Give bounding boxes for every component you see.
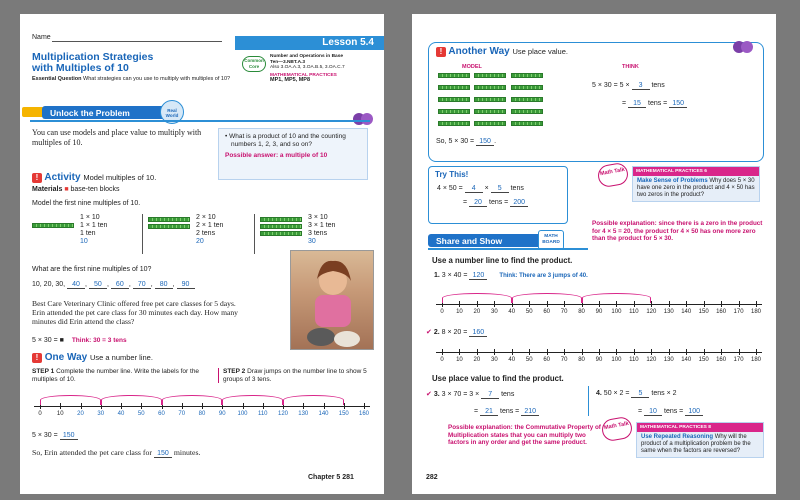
number-line-tick bbox=[494, 349, 495, 355]
mt2-title: Use Repeated Reasoning bbox=[641, 434, 714, 440]
try-answer-4: 200 bbox=[510, 199, 528, 207]
number-line-tick bbox=[721, 349, 722, 355]
check-icon: ✔ bbox=[426, 391, 432, 398]
ten-rod bbox=[260, 231, 302, 236]
p3-tens: tens bbox=[501, 391, 515, 398]
number-line-label: 40 bbox=[508, 357, 516, 363]
multiple-answer: 70 bbox=[133, 281, 151, 289]
number-line-tick bbox=[442, 349, 443, 355]
try-title: Try This! bbox=[435, 170, 469, 179]
number-line-tick bbox=[564, 349, 565, 355]
pv-eq2-mid: tens = bbox=[648, 100, 668, 107]
number-line-label: 100 bbox=[611, 357, 622, 363]
p3-answer-1: 7 bbox=[481, 391, 499, 399]
mp-label: MATHEMATICAL PRACTICES bbox=[270, 72, 337, 78]
group-2-text bbox=[196, 214, 223, 246]
g2-d: 20 bbox=[196, 238, 204, 245]
pv-eq2-pre: = bbox=[622, 100, 627, 107]
number-line-label: 30 bbox=[97, 411, 105, 417]
ten-rod bbox=[260, 217, 302, 222]
p3-eq: 3 × 70 = 3 × bbox=[441, 391, 480, 398]
jump-arc bbox=[512, 293, 582, 303]
p1-eq: 3 × 40 = bbox=[441, 272, 468, 279]
p1-answer: 120 bbox=[469, 272, 487, 280]
number-line-tick bbox=[651, 349, 652, 355]
oneway-title: One Way bbox=[44, 352, 88, 363]
result-sentence bbox=[32, 448, 201, 458]
number-line-label: 70 bbox=[560, 309, 568, 315]
right-page bbox=[412, 14, 776, 494]
number-line-label: 70 bbox=[560, 357, 568, 363]
think-label: THINK bbox=[622, 64, 639, 70]
essential-question bbox=[32, 76, 232, 83]
lesson-banner bbox=[235, 36, 384, 50]
number-line-label: 130 bbox=[663, 309, 674, 315]
number-line-label: 160 bbox=[716, 309, 727, 315]
materials-label: Materials bbox=[32, 186, 63, 193]
jump-arc bbox=[162, 395, 223, 405]
hands-on-icon bbox=[732, 38, 754, 54]
standards-line-3: Also 3.OA.A.3, 3.OA.B.5, 3.OA.C.7 bbox=[270, 65, 345, 71]
eq-text: What strategies can you use to multiply with multiples of 10? bbox=[83, 76, 231, 82]
try-answer-1: 4 bbox=[465, 185, 483, 193]
divider bbox=[142, 214, 143, 254]
jump-arc bbox=[582, 293, 652, 303]
number-line-label: 20 bbox=[473, 357, 481, 363]
ten-rod bbox=[438, 109, 470, 114]
number-line-label: 0 bbox=[440, 309, 444, 315]
number-line-label: 10 bbox=[56, 411, 64, 417]
nl-heading: Use a number line to find the product. bbox=[432, 256, 573, 265]
real-world-text: Real World bbox=[165, 108, 179, 118]
number-line-tick bbox=[756, 349, 757, 355]
eq-label: Essential Question bbox=[32, 76, 82, 82]
math-talk-box-1 bbox=[632, 166, 760, 202]
number-line-tick bbox=[512, 349, 513, 355]
number-line-tick bbox=[459, 349, 460, 355]
ten-rod bbox=[474, 73, 506, 78]
pv-answer-2: 15 bbox=[628, 100, 646, 108]
try-tens: tens bbox=[510, 185, 524, 192]
pv-eq1: 5 × 30 = 5 × bbox=[592, 82, 630, 89]
activity-sub: Model multiples of 10. bbox=[83, 173, 157, 182]
number-line-tick bbox=[739, 349, 740, 355]
mt1-text: Why does 5 × 30 have one zero in the product and 4 × 50 has two zeros in the product? bbox=[637, 178, 755, 198]
number-line-tick bbox=[344, 403, 345, 409]
p4-num: 4. bbox=[596, 390, 602, 397]
another-title: Another Way bbox=[448, 46, 510, 57]
p4-answer-3: 100 bbox=[685, 408, 703, 416]
g3-b: 3 × 1 ten bbox=[308, 222, 336, 229]
number-line-label: 100 bbox=[237, 411, 248, 417]
number-line-label: 60 bbox=[543, 357, 550, 363]
jump-arc bbox=[222, 395, 283, 405]
question-answer: Possible answer: a multiple of 10 bbox=[225, 152, 328, 159]
number-line-label: 60 bbox=[158, 411, 165, 417]
rods-group-1 bbox=[32, 216, 74, 234]
multiple-answer: 50 bbox=[89, 281, 107, 289]
divider bbox=[588, 386, 589, 416]
pv-eq1-end: tens bbox=[651, 82, 665, 89]
p4-answer-1: 5 bbox=[631, 390, 649, 398]
mt1-title: Make Sense of Problems bbox=[637, 178, 708, 184]
number-line-label: 150 bbox=[698, 357, 709, 363]
ten-rod bbox=[511, 97, 543, 102]
p1-think: Think: There are 3 jumps of 40. bbox=[499, 273, 588, 279]
problem-3-line-2 bbox=[474, 408, 539, 416]
p2-answer: 160 bbox=[469, 329, 487, 337]
number-line-tick bbox=[651, 301, 652, 307]
p4-tens2: tens = bbox=[664, 408, 684, 415]
number-line-label: 60 bbox=[543, 309, 550, 315]
p2-eq: 8 × 20 = bbox=[441, 329, 468, 336]
ten-rod bbox=[474, 109, 506, 114]
jump-arc bbox=[283, 395, 344, 405]
number-line-label: 10 bbox=[456, 309, 463, 315]
number-line-label: 50 bbox=[525, 309, 533, 315]
number-line-label: 150 bbox=[338, 411, 349, 417]
number-line-tick bbox=[364, 403, 365, 409]
name-line bbox=[52, 41, 222, 42]
g3-c: 3 tens bbox=[308, 230, 328, 237]
p4-eq: 50 × 2 = bbox=[603, 390, 630, 397]
g3-a: 3 × 10 bbox=[308, 214, 328, 221]
number-line-label: 180 bbox=[750, 309, 761, 315]
math-talk-box-2 bbox=[636, 422, 764, 458]
girl-with-puppies-photo bbox=[290, 250, 374, 350]
number-line-tick bbox=[547, 349, 548, 355]
page-footer-left: Chapter 5 281 bbox=[308, 474, 354, 481]
mp-label-1: MATHEMATICAL PRACTICES 6 bbox=[633, 167, 759, 176]
problem-2 bbox=[426, 328, 487, 337]
step2-text: Draw jumps on the number line to show 5 groups of 3 tens. bbox=[223, 368, 367, 383]
number-line-tick bbox=[721, 301, 722, 307]
problem-4 bbox=[596, 390, 677, 398]
number-line-left bbox=[32, 378, 372, 428]
divider bbox=[254, 214, 255, 254]
number-line-label: 180 bbox=[750, 357, 761, 363]
pv-heading: Use place value to find the product. bbox=[432, 374, 564, 383]
pv-answer-1: 3 bbox=[632, 82, 650, 90]
p4-eq2: = bbox=[638, 408, 643, 415]
p4-mid: tens × 2 bbox=[651, 390, 677, 397]
number-line-label: 110 bbox=[257, 411, 268, 417]
number-line-label: 120 bbox=[277, 411, 288, 417]
try-x: × bbox=[484, 185, 489, 192]
math-talk-bubble-2: Math Talk bbox=[600, 416, 633, 443]
check-icon: ✔ bbox=[426, 329, 432, 336]
g1-d: 10 bbox=[80, 238, 88, 245]
problem-4-line-2 bbox=[638, 408, 703, 416]
section-rule bbox=[428, 248, 588, 250]
ten-rod bbox=[438, 85, 470, 90]
number-line-label: 80 bbox=[578, 357, 585, 363]
pv-answer-3: 150 bbox=[669, 100, 687, 108]
explanation-2: Possible explanation: the Commutative Property of Multiplication states that you can multiply two factors in any order and get the same product. bbox=[448, 424, 601, 447]
number-line-problem-1 bbox=[434, 284, 764, 320]
number-line-label: 0 bbox=[440, 357, 444, 363]
materials bbox=[32, 186, 120, 193]
model-text: Model the first nine multiples of 10. bbox=[32, 200, 141, 207]
number-line-label: 160 bbox=[716, 357, 727, 363]
number-line-tick bbox=[686, 301, 687, 307]
activity-icon: ! bbox=[32, 173, 42, 183]
ten-rod bbox=[474, 85, 506, 90]
name-label: Name bbox=[32, 34, 51, 41]
step2-label: STEP 2 bbox=[223, 368, 246, 375]
step1-label: STEP 1 bbox=[32, 368, 55, 375]
section-rule bbox=[30, 120, 370, 122]
standards-line-2: Ten—3.NBT.A.3 bbox=[270, 59, 306, 65]
multiple-answer: 40 bbox=[67, 281, 85, 289]
question-box bbox=[218, 128, 368, 180]
number-line-problem-2 bbox=[434, 338, 764, 368]
ten-rod bbox=[438, 121, 470, 126]
question-body: What is a product of 10 and the counting numbers 1, 2, 3, and so on? bbox=[229, 133, 346, 148]
try-tens2: tens = bbox=[489, 199, 509, 206]
number-line-tick bbox=[634, 349, 635, 355]
number-line-label: 150 bbox=[698, 309, 709, 315]
activity-heading bbox=[32, 172, 156, 183]
oneway-sub: Use a number line. bbox=[89, 353, 153, 362]
number-line-label: 90 bbox=[595, 309, 603, 315]
ten-rod bbox=[474, 97, 506, 102]
sentence-post: minutes. bbox=[173, 448, 201, 457]
multiple-answer: 60 bbox=[111, 281, 129, 289]
jump-arc bbox=[40, 395, 101, 405]
lesson-title bbox=[32, 52, 153, 74]
number-line-label: 50 bbox=[137, 411, 145, 417]
number-line-tick bbox=[686, 349, 687, 355]
number-line-label: 120 bbox=[646, 357, 657, 363]
number-line-label: 170 bbox=[733, 309, 744, 315]
g1-c: 1 ten bbox=[80, 230, 96, 237]
p3-answer-2: 21 bbox=[480, 408, 498, 416]
key-icon bbox=[22, 107, 44, 117]
another-sub: Use place value. bbox=[512, 47, 568, 56]
ten-rod bbox=[438, 97, 470, 102]
intro-text: You can use models and place value to multiply with multiples of 10. bbox=[32, 128, 202, 147]
problem-1 bbox=[434, 272, 588, 280]
try-eq2: = bbox=[463, 199, 468, 206]
number-line-label: 170 bbox=[733, 357, 744, 363]
number-line-label: 120 bbox=[646, 309, 657, 315]
g3-d: 30 bbox=[308, 238, 316, 245]
number-line-label: 110 bbox=[629, 309, 639, 315]
number-line-tick bbox=[529, 349, 530, 355]
g1-a: 1 × 10 bbox=[80, 214, 100, 221]
try-line-1 bbox=[437, 185, 567, 193]
result-answer: 150 bbox=[60, 432, 78, 440]
model-label: MODEL bbox=[462, 64, 482, 70]
number-line-tick bbox=[616, 349, 617, 355]
number-line-label: 80 bbox=[578, 309, 585, 315]
g2-b: 2 × 1 ten bbox=[196, 222, 224, 229]
title-line-1: Multiplication Strategies bbox=[32, 51, 154, 63]
rods-5x3 bbox=[438, 72, 588, 132]
number-line-label: 130 bbox=[298, 411, 309, 417]
number-line-label: 110 bbox=[629, 357, 639, 363]
number-line-label: 40 bbox=[508, 309, 516, 315]
oneway-heading bbox=[32, 352, 153, 363]
oneway-icon: ! bbox=[32, 353, 42, 363]
number-line-label: 20 bbox=[77, 411, 84, 417]
try-this-box bbox=[428, 166, 568, 224]
story-problem: Best Care Veterinary Clinic offered free pet care classes for 5 days. Erin attended the pet care class for 30 minutes each day. How many minutes did Erin attend the class? bbox=[32, 299, 238, 327]
p3-tens2: tens = bbox=[500, 408, 520, 415]
p4-answer-2: 10 bbox=[644, 408, 662, 416]
try-answer-3: 20 bbox=[469, 199, 487, 207]
so-text: So, 5 × 30 = bbox=[436, 138, 475, 145]
mp-label-2: MATHEMATICAL PRACTICES 8 bbox=[637, 423, 763, 432]
number-line-label: 50 bbox=[525, 357, 533, 363]
standards-line-1: Number and Operations in Base bbox=[270, 54, 344, 59]
rods-group-3 bbox=[260, 216, 302, 237]
result-equation bbox=[32, 432, 78, 440]
number-line-label: 30 bbox=[490, 357, 498, 363]
number-line-tick bbox=[704, 349, 705, 355]
math-board-icon: MATH BOARD bbox=[538, 230, 564, 250]
try-answer-2: 5 bbox=[491, 185, 509, 193]
activity-title: Activity bbox=[44, 172, 81, 183]
number-line-tick bbox=[704, 301, 705, 307]
multiple-answer: 80 bbox=[155, 281, 173, 289]
problem-3 bbox=[426, 390, 514, 399]
ten-rod bbox=[511, 109, 543, 114]
first-nine-question: What are the first nine multiples of 10? bbox=[32, 266, 152, 273]
hands-on-icon bbox=[352, 110, 374, 126]
title-line-2: with Multiples of 10 bbox=[32, 62, 129, 74]
number-line-label: 10 bbox=[456, 357, 463, 363]
jump-arc bbox=[442, 293, 512, 303]
ten-rod bbox=[148, 217, 190, 222]
g1-b: 1 × 1 ten bbox=[80, 222, 108, 229]
result-eq: 5 × 30 = bbox=[32, 432, 58, 439]
standards bbox=[270, 54, 380, 84]
page-footer-right: 282 bbox=[426, 474, 438, 481]
p3-answer-3: 210 bbox=[521, 408, 539, 416]
number-line-tick bbox=[599, 349, 600, 355]
ten-rod bbox=[260, 224, 302, 229]
math-talk-bubble-1: Math Talk bbox=[596, 162, 629, 189]
number-line-tick bbox=[739, 301, 740, 307]
number-line-label: 40 bbox=[117, 411, 125, 417]
pv-line-1 bbox=[592, 82, 665, 90]
jump-arc bbox=[101, 395, 162, 405]
p3-num: 3. bbox=[433, 391, 440, 398]
so-line: So, 5 × 30 = 150 . bbox=[436, 138, 497, 145]
number-line-label: 30 bbox=[490, 309, 498, 315]
number-line-label: 90 bbox=[595, 357, 603, 363]
mt2-text: Why will the product of a multiplication problem be the same when the factors are reversed? bbox=[641, 434, 751, 454]
sentence-pre: So, Erin attended the pet care class for bbox=[32, 448, 152, 457]
ten-rod bbox=[438, 73, 470, 78]
step1-text: Complete the number line. Write the labels for the multiples of 10. bbox=[32, 368, 200, 383]
p2-num: 2. bbox=[433, 329, 440, 336]
explanation-1: Possible explanation: since there is a zero in the product for 4 × 5 = 20, the product for 4 × 50 has one more zero than the product for 5 × 30. bbox=[592, 220, 763, 243]
unlock-title: Unlock the Problem bbox=[50, 108, 130, 118]
multiple-answer: 90 bbox=[177, 281, 195, 289]
number-line-label: 70 bbox=[178, 411, 186, 417]
rods-group-2 bbox=[148, 216, 190, 230]
share-title: Share and Show bbox=[436, 236, 503, 246]
sentence-answer: 150 bbox=[154, 450, 172, 458]
number-line-tick bbox=[669, 349, 670, 355]
number-line-tick bbox=[582, 349, 583, 355]
think-note: Think: 30 = 3 tens bbox=[71, 337, 127, 344]
left-page bbox=[20, 14, 384, 494]
p1-num: 1. bbox=[434, 272, 440, 279]
number-line-label: 0 bbox=[38, 411, 42, 417]
equation-prompt-text: 5 × 30 = ■ bbox=[32, 337, 64, 344]
common-core-logo bbox=[242, 56, 266, 72]
number-line-label: 80 bbox=[198, 411, 206, 417]
g2-a: 2 × 10 bbox=[196, 214, 216, 221]
number-line-tick bbox=[756, 301, 757, 307]
cc-line-1: Common bbox=[244, 58, 264, 63]
number-line-label: 130 bbox=[663, 357, 674, 363]
p3-eq2: = bbox=[474, 408, 479, 415]
pv-line-2 bbox=[622, 100, 687, 108]
lesson-number: Lesson 5.4 bbox=[322, 37, 374, 48]
group-1-text bbox=[80, 214, 107, 246]
equation-prompt bbox=[32, 337, 127, 344]
multiples-row: 10, 20, 30, 40 , 50 , 60 , 70 , 80 , 90 bbox=[32, 281, 195, 289]
ten-rod bbox=[148, 224, 190, 229]
another-heading bbox=[436, 46, 568, 57]
number-line-label: 100 bbox=[611, 309, 622, 315]
another-icon: ! bbox=[436, 47, 446, 57]
group-3-text bbox=[308, 214, 335, 246]
number-line-label: 140 bbox=[681, 309, 692, 315]
number-line-label: 90 bbox=[218, 411, 226, 417]
ten-rod bbox=[511, 73, 543, 78]
question-text: • What is a product of 10 and the counting numbers 1, 2, 3, and so on? bbox=[225, 133, 346, 148]
ten-rod bbox=[32, 223, 74, 228]
number-line-tick bbox=[477, 349, 478, 355]
try-eq: 4 × 50 = bbox=[437, 185, 463, 192]
number-line-label: 140 bbox=[681, 357, 692, 363]
g2-c: 2 tens bbox=[196, 230, 216, 237]
bullet-icon: ■ bbox=[64, 186, 69, 193]
ten-rod bbox=[474, 121, 506, 126]
try-line-2 bbox=[463, 199, 567, 207]
so-answer: 150 bbox=[476, 138, 494, 146]
number-line-tick bbox=[669, 301, 670, 307]
number-line-label: 140 bbox=[318, 411, 329, 417]
cc-line-2: Core bbox=[248, 64, 260, 69]
materials-text: base-ten blocks bbox=[70, 186, 120, 193]
multiples-given: 10, 20, 30, bbox=[32, 281, 66, 288]
ten-rod bbox=[511, 121, 543, 126]
ten-rod bbox=[511, 85, 543, 90]
mp-list: MP1, MP5, MP8 bbox=[270, 77, 311, 84]
number-line-label: 160 bbox=[358, 411, 369, 417]
number-line-label: 20 bbox=[473, 309, 481, 315]
